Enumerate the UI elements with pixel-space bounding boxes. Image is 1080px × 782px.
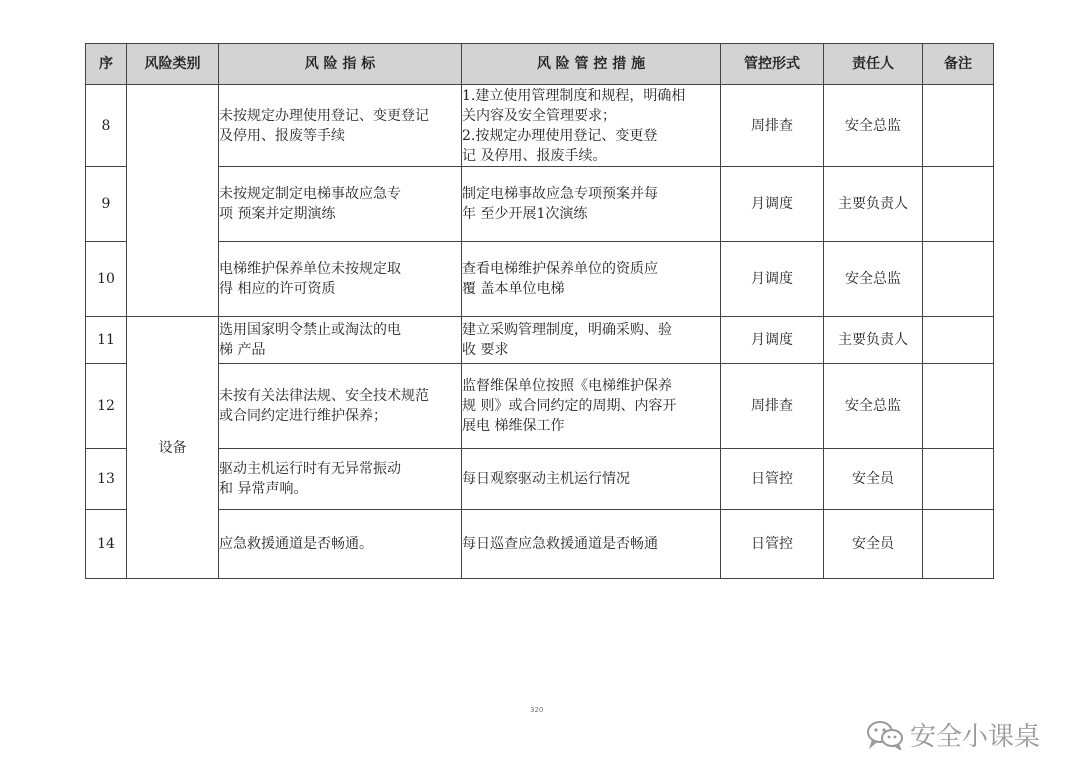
row-remark [923,449,994,510]
row-measures [462,242,721,317]
indicator-line: 及停用、报废等手续 [219,127,345,144]
table-row [86,167,994,242]
measures-line: 规 则》或合同约定的周期、内容开 [462,398,677,414]
row-control-form: 日管控 [721,449,824,510]
row-seq: 14 [86,510,127,579]
indicator-line: 和 异常声响。 [219,481,308,497]
measures-line: 展电 梯维保工作 [462,418,565,434]
measures-line: 查看电梯维护保养单位的资质应 [462,261,658,277]
row-seq: 10 [86,242,127,317]
row-owner: 安全总监 [824,85,923,167]
row-owner: 安全员 [824,510,923,579]
row-control-form: 周排查 [721,364,824,449]
indicator-line: 得 相应的许可资质 [219,281,336,297]
row-measures [462,510,721,579]
row-seq: 8 [86,85,127,167]
risk-table [85,43,994,579]
row-seq: 9 [86,167,127,242]
measures-line: 每日观察驱动主机运行情况 [462,471,630,487]
indicator-line: 未按有关法律法规、安全技术规范 [219,388,429,404]
measures-line: 每日巡查应急救援通道是否畅通 [462,536,658,552]
row-control-form: 日管控 [721,510,824,579]
measures-line: 记 及停用、报废手续。 [462,147,607,164]
category-cell: 设备 [127,317,219,579]
row-control-form: 月调度 [721,167,824,242]
row-indicator [219,364,462,449]
header-measures: 风 险 管 控 措 施 [462,44,721,85]
measures-line: 监督维保单位按照《电梯维护保养 [462,378,672,394]
header-indicator: 风 险 指 标 [219,44,462,85]
measures-line: 1.建立使用管理制度和规程，明确相 [462,87,686,104]
measures-line: 2.按规定办理使用登记、变更登 [462,127,658,144]
table-row [86,510,994,579]
row-seq: 11 [86,317,127,364]
row-remark [923,317,994,364]
watermark-text: 安全小课桌 [910,722,1041,752]
row-measures [462,364,721,449]
row-seq: 13 [86,449,127,510]
header-remark: 备注 [923,44,994,85]
indicator-line: 项 预案并定期演练 [219,206,336,222]
measures-line: 建立采购管理制度，明确采购、验 [462,322,672,338]
row-remark [923,167,994,242]
row-measures [462,167,721,242]
row-remark [923,85,994,167]
header-row [86,44,994,85]
table-row [86,364,994,449]
indicator-line: 选用国家明令禁止或淘汰的电 [219,322,401,338]
measures-line: 覆 盖本单位电梯 [462,281,565,297]
row-seq: 12 [86,364,127,449]
watermark [866,716,1040,753]
header-category: 风险类别 [127,44,219,85]
measures-line: 制定电梯事故应急专项预案并每 [462,186,658,202]
row-owner: 主要负责人 [824,317,923,364]
row-owner: 主要负责人 [824,167,923,242]
row-owner: 安全员 [824,449,923,510]
row-remark [923,364,994,449]
wechat-icon [866,720,904,750]
row-control-form: 月调度 [721,242,824,317]
row-owner: 安全总监 [824,364,923,449]
row-indicator [219,449,462,510]
row-measures [462,449,721,510]
indicator-line: 梯 产品 [219,342,266,358]
row-remark [923,510,994,579]
category-cell-empty [127,85,219,317]
header-seq: 序 [86,44,127,85]
row-control-form: 周排查 [721,85,824,167]
header-owner: 责任人 [824,44,923,85]
indicator-line: 驱动主机运行时有无异常振动 [219,461,401,477]
table-row [86,242,994,317]
measures-line: 关内容及安全管理要求； [462,107,616,124]
indicator-line: 应急救援通道是否畅通。 [219,536,373,552]
table-row [86,85,994,167]
row-remark [923,242,994,317]
indicator-line: 未按规定制定电梯事故应急专 [219,186,401,202]
row-indicator [219,510,462,579]
table-row [86,449,994,510]
table-row [86,317,994,364]
indicator-line: 电梯维护保养单位未按规定取 [219,261,401,277]
page-number: 320 [530,706,544,714]
row-measures [462,85,721,167]
row-indicator [219,317,462,364]
row-indicator [219,85,462,167]
measures-line: 年 至少开展1次演练 [462,206,588,222]
row-indicator [219,167,462,242]
measures-line: 收 要求 [462,342,509,358]
row-control-form: 月调度 [721,317,824,364]
indicator-line: 或合同约定进行维护保养； [219,408,387,424]
header-control-form: 管控形式 [721,44,824,85]
indicator-line: 未按规定办理使用登记、变更登记 [219,107,429,124]
row-owner: 安全总监 [824,242,923,317]
row-indicator [219,242,462,317]
row-measures [462,317,721,364]
